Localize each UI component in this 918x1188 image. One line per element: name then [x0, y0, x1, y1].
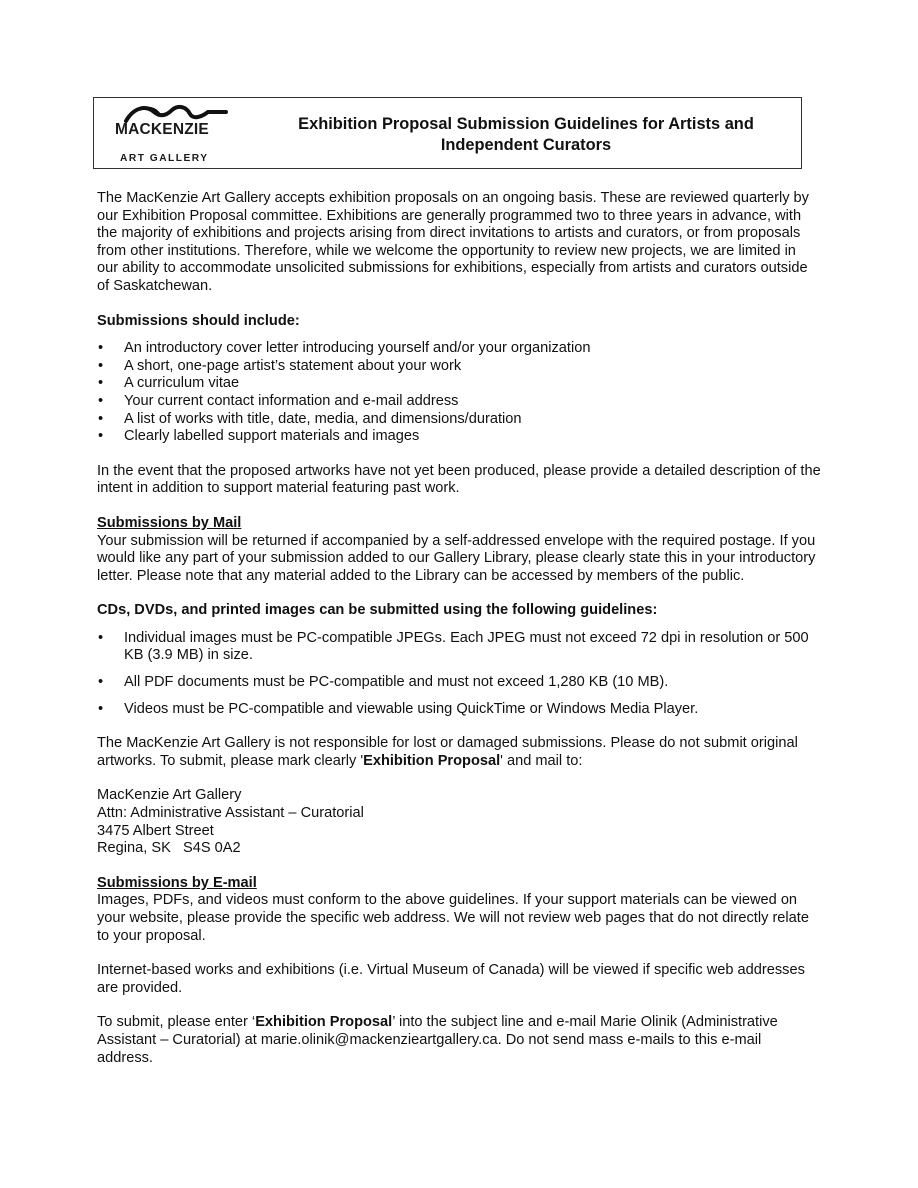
address-line: MacKenzie Art Gallery	[97, 787, 242, 804]
media-guidelines-list	[97, 630, 821, 718]
submit-email-paragraph: To submit, please enter ‘Exhibition Proposal’ into the subject line and e-mail Marie Olinik (Administrative Assistant – Curatorial) at marie.olinik@mackenzieartgallery.ca. Do not send mass e-mails to this e-mail address.	[97, 1014, 778, 1066]
exhibition-proposal-mark: Exhibition Proposal	[363, 752, 501, 769]
mail-paragraph: Your submission will be returned if accompanied by a self-addressed envelope with the required postage. If you would like any part of your submission added to our Gallery Library, please clearly state this in your introductory letter. Please note that any material added to the Library can be accessed by members of the public.	[97, 532, 816, 584]
header-box	[93, 97, 802, 169]
include-list	[97, 340, 821, 446]
address-line: 3475 Albert Street	[97, 822, 214, 839]
internet-paragraph: Internet-based works and exhibitions (i.e. Virtual Museum of Canada) will be viewed if specific web addresses are provided.	[97, 962, 805, 996]
responsibility-paragraph: The MacKenzie Art Gallery is not responsible for lost or damaged submissions. Please do not submit original artworks. To submit, please mark clearly 'Exhibition Proposal' and mail to:	[97, 735, 798, 769]
document-body	[97, 190, 821, 1067]
email-heading: Submissions by E-mail	[97, 874, 257, 891]
list-item: • An introductory cover letter introducing yourself and/or your organization	[97, 340, 821, 358]
include-heading: Submissions should include:	[97, 312, 300, 329]
mackenzie-logo	[112, 104, 230, 164]
address-line: Attn: Administrative Assistant – Curatorial	[97, 805, 364, 822]
list-item: • A short, one-page artist’s statement about your work	[97, 358, 821, 376]
list-item: • A curriculum vitae	[97, 375, 821, 393]
email-paragraph: Images, PDFs, and videos must conform to the above guidelines. If your support materials can be viewed on your website, please provide the specific web address. We will not review web pages that do not directly relate to your proposal.	[97, 892, 809, 944]
exhibition-proposal-subject: Exhibition Proposal	[255, 1014, 393, 1031]
list-item: • Individual images must be PC-compatible JPEGs. Each JPEG must not exceed 72 dpi in resolution or 500 KB (3.9 MB) in size.	[97, 630, 821, 665]
list-item: • Your current contact information and e-mail address	[97, 393, 821, 411]
list-item: • Clearly labelled support materials and images	[97, 428, 821, 446]
page-title: Exhibition Proposal Submission Guidelines for Artists and Independent Curators	[298, 115, 754, 154]
mailing-address	[97, 787, 821, 857]
intro-paragraph: The MacKenzie Art Gallery accepts exhibition proposals on an ongoing basis. These are reviewed quarterly by our Exhibition Proposal committee. Exhibitions are generally programmed two to three years in advance, with the majority of exhibitions and projects arising from direct invitations to artists and curators, or from proposals from other institutions. Therefore, while we welcome the opportunity to review new projects, we are limited in our ability to accommodate unsolicited submissions for exhibitions, especially from artists and curators outside of Saskatchewan.	[97, 190, 809, 294]
logo-subtitle: ART GALLERY	[120, 153, 209, 164]
list-item: • All PDF documents must be PC-compatible and must not exceed 1,280 KB (10 MB).	[97, 674, 821, 692]
list-item: • Videos must be PC-compatible and viewable using QuickTime or Windows Media Player.	[97, 701, 821, 719]
list-item: • A list of works with title, date, media, and dimensions/duration	[97, 411, 821, 429]
logo-wordmark: MACKENZIE	[115, 121, 209, 138]
event-paragraph: In the event that the proposed artworks have not yet been produced, please provide a detailed description of the intent in addition to support material featuring past work.	[97, 462, 821, 497]
media-heading: CDs, DVDs, and printed images can be submitted using the following guidelines:	[97, 602, 658, 619]
address-line: Regina, SK S4S 0A2	[97, 840, 241, 857]
mail-heading: Submissions by Mail	[97, 514, 242, 531]
